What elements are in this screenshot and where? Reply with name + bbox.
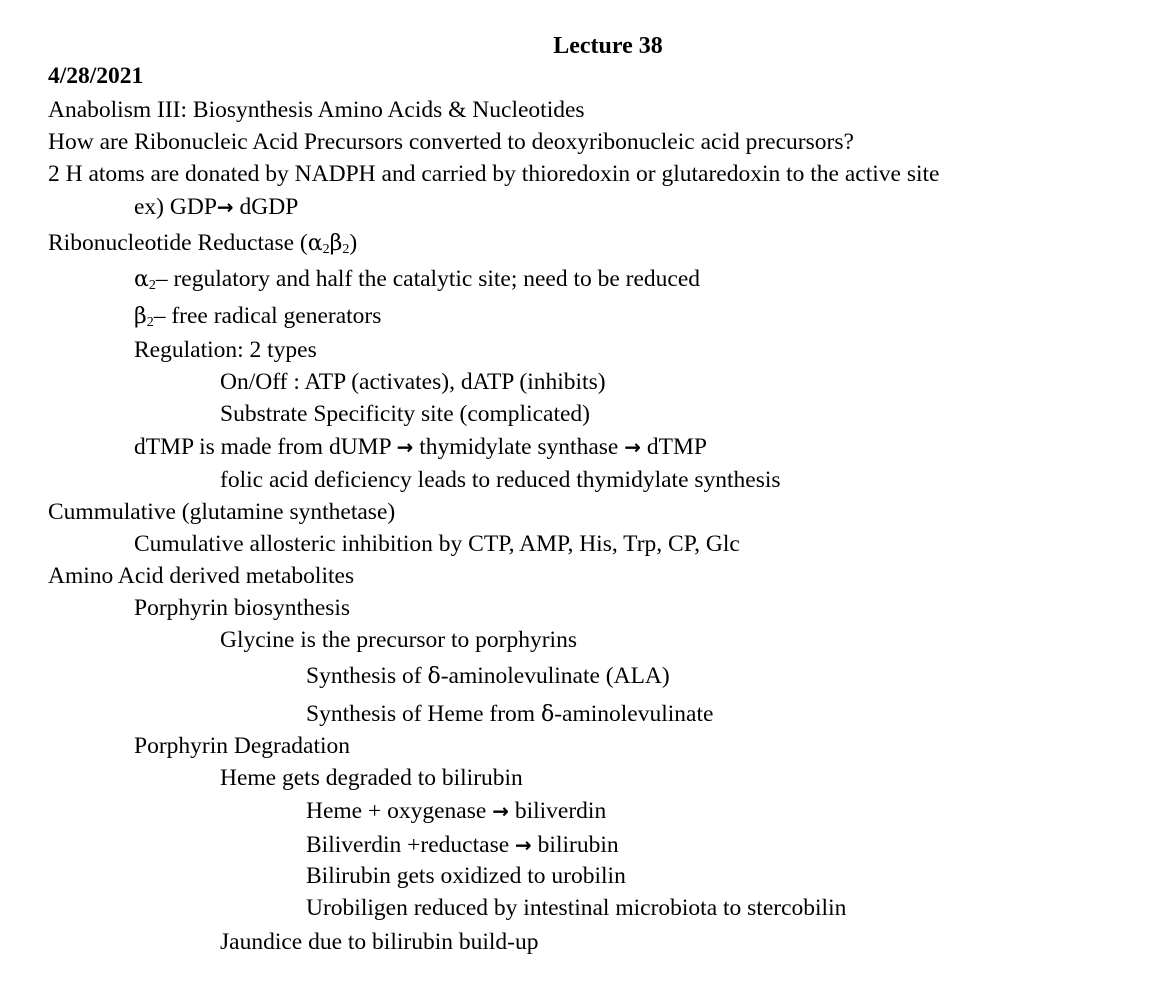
alpha-description: – regulatory and half the catalytic site; need to be reduced: [155, 266, 701, 292]
oxygenase-text-b: biliverdin: [508, 798, 607, 824]
heme-degraded-line: Heme gets degraded to bilirubin: [220, 765, 523, 791]
biliverdin-reductase-line: [306, 831, 619, 859]
beta-symbol: β: [329, 231, 343, 256]
allosteric-inhibition-line: Cumulative allosteric inhibition by CTP, AMP, His, Trp, CP, Glc: [134, 531, 740, 557]
dtmp-text-a: dTMP is made from dUMP: [134, 434, 397, 460]
reductase-text-a: Biliverdin +reductase: [306, 832, 516, 858]
oxygenase-text-a: Heme + oxygenase: [306, 798, 493, 824]
porphyrin-biosynthesis-line: Porphyrin biosynthesis: [134, 595, 351, 621]
beta-subunit-line: [134, 302, 381, 337]
alpha-subunit-line: [134, 265, 700, 300]
arrow-icon: →: [515, 833, 532, 857]
subscript-2: 2: [342, 242, 350, 257]
example-text-b: dGDP: [233, 194, 299, 220]
subscript-2: 2: [148, 278, 156, 293]
arrow-icon: →: [492, 799, 509, 823]
beta-description: – free radical generators: [153, 303, 382, 329]
delta-symbol: δ: [427, 664, 441, 689]
glycine-line: Glycine is the precursor to porphyrins: [220, 627, 577, 653]
regulation-line: Regulation: 2 types: [134, 337, 317, 363]
lecture-date: 4/28/2021: [48, 63, 144, 89]
ala-text-a: Synthesis of: [306, 663, 428, 689]
heme-text-a: Synthesis of Heme from: [306, 701, 541, 727]
ala-synthesis-line: [306, 662, 670, 691]
example-line: [134, 193, 298, 221]
porphyrin-degradation-line: Porphyrin Degradation: [134, 733, 351, 759]
arrow-icon: →: [624, 435, 641, 459]
cummulative-line: Cummulative (glutamine synthetase): [48, 499, 396, 525]
heme-synthesis-line: [306, 700, 713, 729]
lecture-title: Lecture 38: [553, 33, 663, 59]
dtmp-line: [134, 433, 707, 461]
delta-symbol: δ: [540, 702, 555, 727]
bilirubin-oxidized-line: Bilirubin gets oxidized to urobilin: [306, 863, 626, 889]
folic-acid-line: folic acid deficiency leads to reduced thymidylate synthesis: [220, 467, 781, 493]
substrate-specificity-line: Substrate Specificity site (complicated): [220, 401, 591, 427]
example-text-a: ex) GDP: [134, 194, 217, 220]
dtmp-text-b: thymidylate synthase: [413, 434, 625, 460]
ala-text-b: -aminolevulinate (ALA): [440, 663, 670, 689]
heme-text-b: -aminolevulinate: [554, 701, 714, 727]
dtmp-text-c: dTMP: [640, 434, 707, 460]
jaundice-line: Jaundice due to bilirubin build-up: [220, 929, 539, 955]
alpha-symbol: α: [134, 267, 149, 292]
question-line: How are Ribonucleic Acid Precursors converted to deoxyribonucleic acid precursors?: [48, 129, 854, 155]
amino-acid-metabolites-line: Amino Acid derived metabolites: [48, 563, 355, 589]
rr-text-b: ): [349, 230, 358, 256]
hydrogen-donation-line: 2 H atoms are donated by NADPH and carried by thioredoxin or glutaredoxin to the active site: [48, 161, 940, 187]
arrow-icon: →: [216, 195, 234, 219]
reductase-text-b: bilirubin: [531, 832, 619, 858]
beta-symbol: β: [134, 304, 147, 329]
topic-line: Anabolism III: Biosynthesis Amino Acids & Nucleotides: [48, 97, 585, 123]
alpha-symbol: α: [307, 231, 323, 256]
rr-text-a: Ribonucleotide Reductase (: [48, 230, 308, 256]
arrow-icon: →: [396, 435, 414, 459]
on-off-line: On/Off : ATP (activates), dATP (inhibits): [220, 369, 606, 395]
heme-oxygenase-line: [306, 797, 606, 825]
ribonucleotide-reductase-line: [48, 229, 357, 264]
urobiligen-line: Urobiligen reduced by intestinal microbiota to stercobilin: [306, 895, 847, 921]
subscript-2: 2: [322, 242, 330, 257]
subscript-2: 2: [146, 315, 154, 330]
